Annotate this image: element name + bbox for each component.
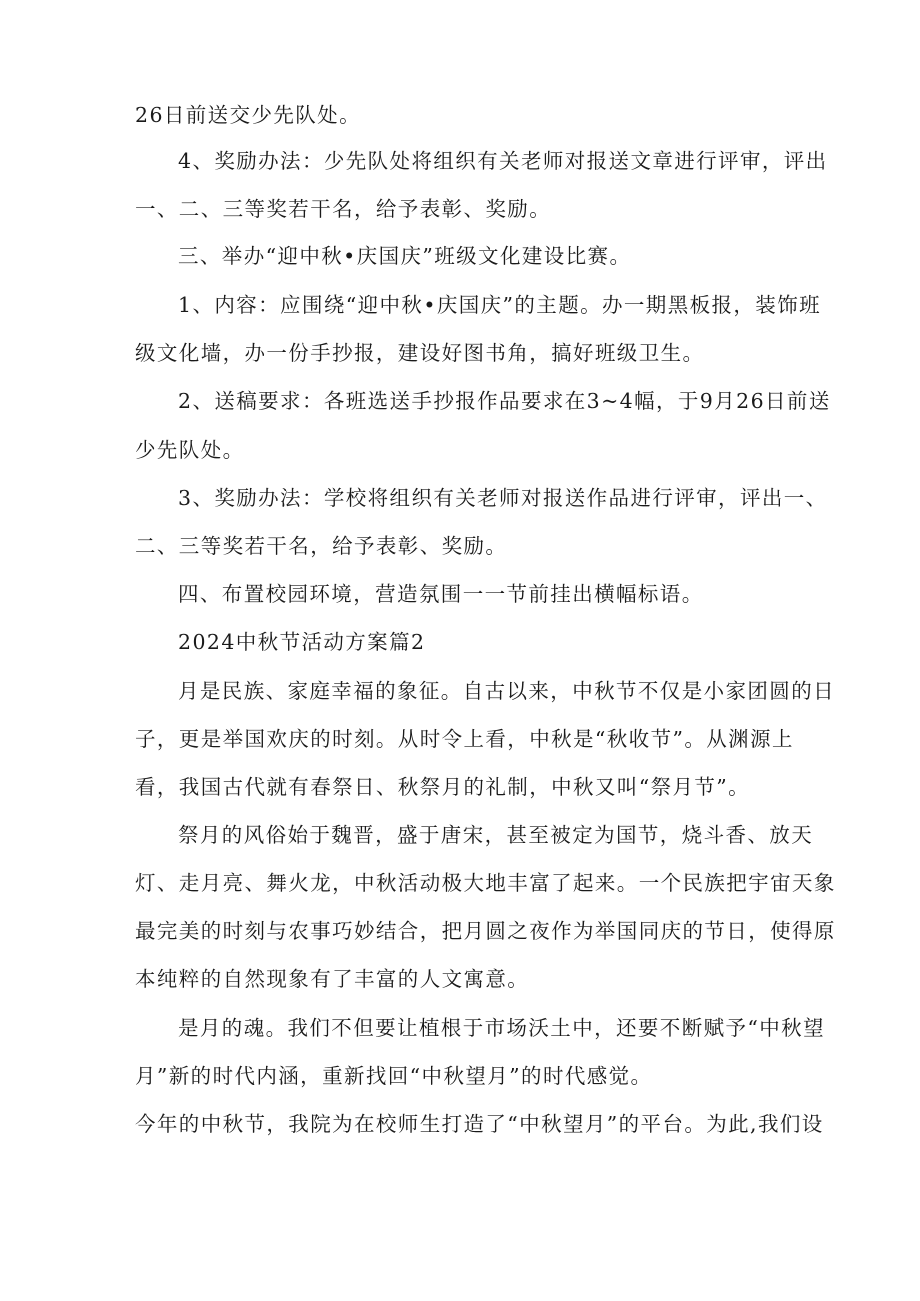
text-line: 祭月的风俗始于魏晋，盛于唐宋，甚至被定为国节，烧斗香、放天 [178,823,814,847]
text-line: 级文化墙，办一份手抄报，建设好图书角，搞好班级卫生。 [135,341,705,365]
text-line: 2、送稿要求：各班选送手抄报作品要求在3~4幅，于9月26日前送 [178,389,831,413]
text-line: 4、奖励办法：少先队处将组织有关老师对报送文章进行评审，评出 [178,149,828,173]
text-line: 今年的中秋节，我院为在校师生打造了“中秋望月”的平台。为此,我们设 [135,1112,824,1136]
text-line: 本纯粹的自然现象有了丰富的人文寓意。 [135,967,530,991]
text-line: 一、二、三等奖若干名，给予表彰、奖励。 [135,197,552,221]
text-line: 看，我国古代就有春祭日、秋祭月的礼制，中秋又叫“祭月节”。 [135,775,751,799]
text-line: 少先队处。 [135,438,245,462]
text-line: 子，更是举国欢庆的时刻。从时令上看，中秋是“秋收节”。从渊源上 [135,727,794,751]
text-line: 二、三等奖若干名，给予表彰、奖励。 [135,534,508,558]
text-line: 最完美的时刻与农事巧妙结合，把月圆之夜作为举国同庆的节日，使得原 [135,919,836,943]
text-line: 月是民族、家庭幸福的象征。自古以来，中秋节不仅是小家团圆的日 [178,679,835,703]
text-line: 月”新的时代内涵，重新找回“中秋望月”的时代感觉。 [135,1064,653,1088]
section-heading: 三、举办“迎中秋•庆国庆”班级文化建设比赛。 [178,244,632,268]
section-heading: 四、布置校园环境，营造氛围一一节前挂出横幅标语。 [178,582,704,606]
text-line: 1、内容：应围绕“迎中秋•庆国庆”的主题。办一期黑板报，装饰班 [178,293,821,317]
article-title: 2024中秋节活动方案篇2 [178,630,426,654]
text-line: 3、奖励办法：学校将组织有关老师对报送作品进行评审，评出一、 [178,486,828,510]
text-line: 26日前送交少先队处。 [135,103,361,127]
text-line: 灯、走月亮、舞火龙，中秋活动极大地丰富了起来。一个民族把宇宙天象 [135,871,836,895]
text-line: 是月的魂。我们不但要让植根于市场沃土中，还要不断赋予“中秋望 [178,1016,825,1040]
